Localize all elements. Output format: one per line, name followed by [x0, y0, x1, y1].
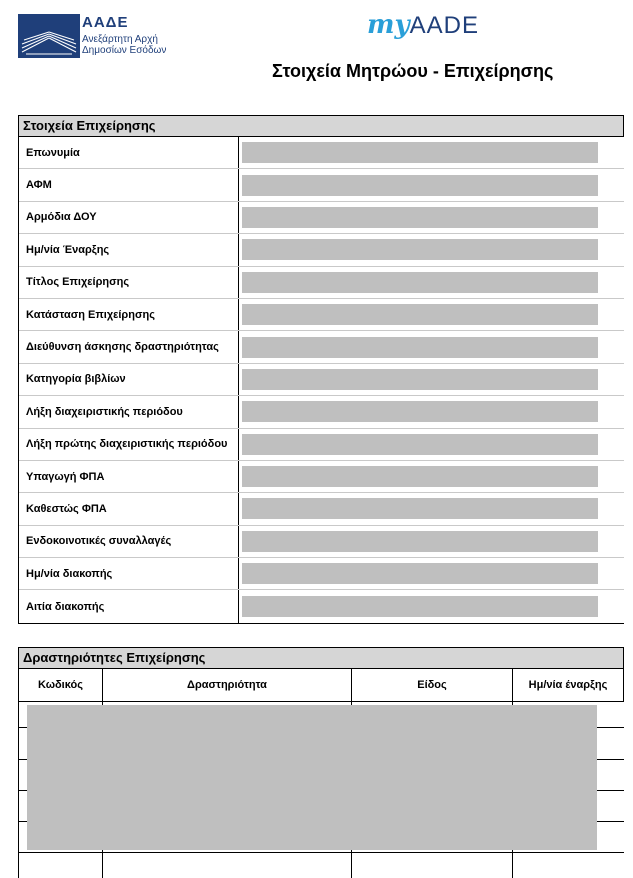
business-row — [19, 493, 624, 525]
redacted-value-bar — [242, 531, 598, 552]
business-row — [19, 202, 624, 234]
redacted-value-bar — [242, 239, 598, 260]
row-label: Αρμόδια ΔΟΥ — [19, 202, 239, 233]
redacted-value-bar — [242, 142, 598, 163]
row-value — [239, 299, 624, 330]
aade-logo-icon — [18, 14, 80, 58]
row-label: Ημ/νία Έναρξης — [19, 234, 239, 265]
redacted-value-bar — [242, 466, 598, 487]
org-full-name — [82, 34, 202, 56]
column-header-start-date: Ημ/νία έναρξης — [513, 669, 624, 701]
org-name-line1: Ανεξάρτητη Αρχή — [82, 34, 158, 45]
business-row — [19, 364, 624, 396]
row-value — [239, 331, 624, 362]
org-abbreviation: ΑΑΔΕ — [82, 14, 129, 31]
column-header-activity: Δραστηριότητα — [103, 669, 352, 701]
row-value — [239, 396, 624, 427]
redacted-value-bar — [242, 304, 598, 325]
business-row — [19, 137, 624, 169]
business-details-table — [18, 115, 624, 624]
business-section-title: Στοιχεία Επιχείρησης — [19, 116, 624, 137]
business-row — [19, 590, 624, 622]
business-row — [19, 331, 624, 363]
business-row — [19, 234, 624, 266]
row-value — [239, 493, 624, 524]
page-title: Στοιχεία Μητρώου - Επιχείρησης — [272, 61, 554, 81]
redacted-value-bar — [242, 596, 598, 617]
row-value — [239, 429, 624, 460]
activities-table-body — [19, 702, 624, 878]
row-label: Κατηγορία βιβλίων — [19, 364, 239, 395]
business-row — [19, 169, 624, 201]
row-label: Επωνυμία — [19, 137, 239, 168]
row-value — [239, 364, 624, 395]
row-value — [239, 234, 624, 265]
redacted-value-bar — [242, 498, 598, 519]
redacted-value-bar — [242, 563, 598, 584]
row-label: Ημ/νία διακοπής — [19, 558, 239, 589]
redacted-activities-block — [27, 705, 597, 850]
row-label: Ενδοκοινοτικές συναλλαγές — [19, 526, 239, 557]
row-value — [239, 526, 624, 557]
row-label: Λήξη διαχειριστικής περιόδου — [19, 396, 239, 427]
business-row — [19, 558, 624, 590]
redacted-value-bar — [242, 369, 598, 390]
row-label: Αιτία διακοπής — [19, 590, 239, 622]
row-value — [239, 137, 624, 168]
redacted-value-bar — [242, 207, 598, 228]
column-header-code: Κωδικός — [19, 669, 103, 701]
redacted-value-bar — [242, 337, 598, 358]
business-row — [19, 299, 624, 331]
row-value — [239, 267, 624, 298]
activities-section-title: Δραστηριότητες Επιχείρησης — [19, 648, 624, 669]
row-value — [239, 169, 624, 200]
redacted-value-bar — [242, 272, 598, 293]
row-value — [239, 202, 624, 233]
row-label: Καθεστώς ΦΠΑ — [19, 493, 239, 524]
brand-my: my — [367, 10, 410, 40]
brand-aade: AADE — [409, 12, 479, 39]
myaade-logo — [367, 10, 479, 56]
business-row — [19, 396, 624, 428]
row-label: Κατάσταση Επιχείρησης — [19, 299, 239, 330]
row-value — [239, 558, 624, 589]
activities-table — [18, 647, 624, 878]
row-label: Λήξη πρώτης διαχειριστικής περιόδου — [19, 429, 239, 460]
business-row — [19, 526, 624, 558]
row-label: Τίτλος Επιχείρησης — [19, 267, 239, 298]
column-header-type: Είδος — [352, 669, 513, 701]
business-row — [19, 461, 624, 493]
row-label: ΑΦΜ — [19, 169, 239, 200]
row-value — [239, 461, 624, 492]
org-name-line2: Δημοσίων Εσόδων — [82, 45, 167, 56]
redacted-value-bar — [242, 401, 598, 422]
activities-table-header — [19, 669, 624, 702]
redacted-value-bar — [242, 175, 598, 196]
row-label: Διεύθυνση άσκησης δραστηριότητας — [19, 331, 239, 362]
row-label: Υπαγωγή ΦΠΑ — [19, 461, 239, 492]
business-row — [19, 429, 624, 461]
redacted-value-bar — [242, 434, 598, 455]
row-value — [239, 590, 624, 622]
business-row — [19, 267, 624, 299]
